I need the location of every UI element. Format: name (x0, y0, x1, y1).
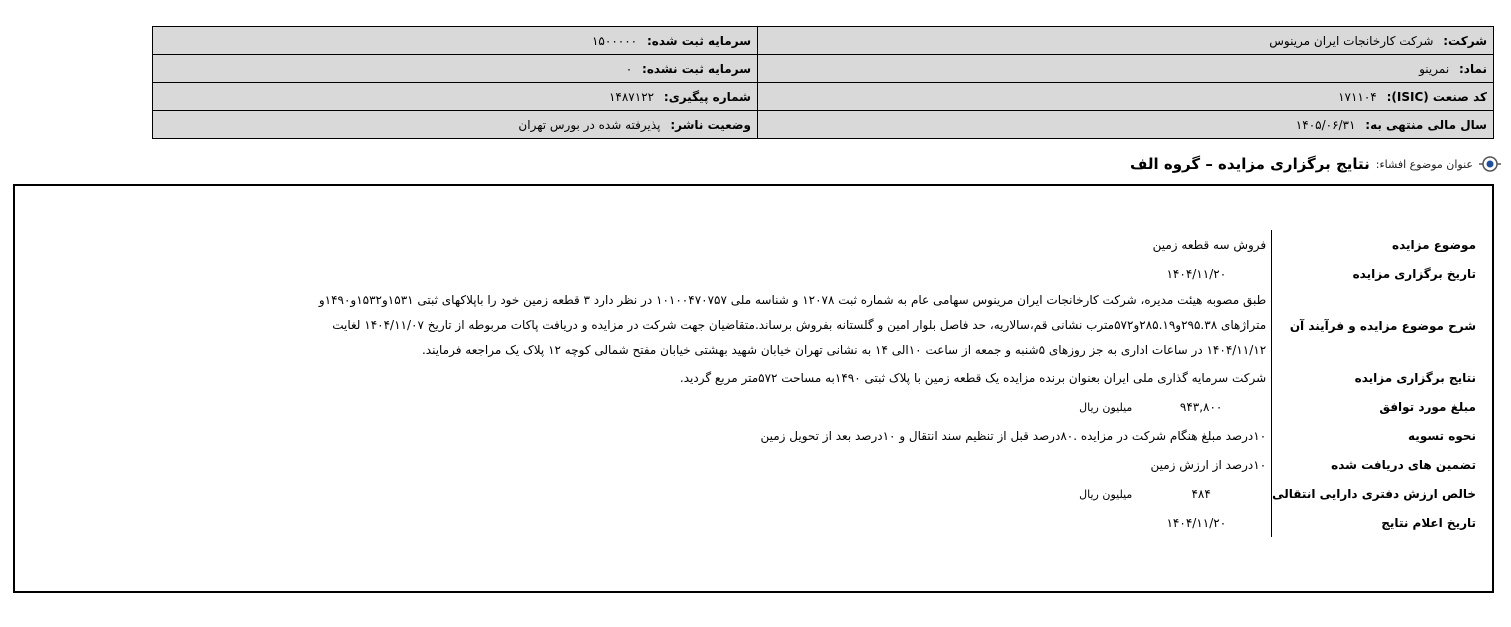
symbol-value: نمرینو (1419, 61, 1450, 76)
registered-capital-value: ۱۵۰۰۰۰۰ (591, 33, 638, 48)
header-row-1 (153, 27, 1494, 55)
isic-label: کد صنعت (ISIC): (1386, 89, 1487, 104)
fiscal-year-value: ۱۴۰۵/۰۶/۳۱ (1295, 117, 1356, 132)
description-line-1: طبق مصوبه هیئت مدیره، شرکت کارخانجات ایران مرینوس سهامی عام به شماره ثبت ۱۲۰۷۸ و شناسه ملی ۱۰۱۰۰۴۷۰۷۵۷ در نظر دارد ۳ قطعه زمین خود را باپلاکهای ثبتی ۱۵۳۱و۱۵۳۲و۱۴۹۰و (318, 293, 1267, 307)
topic-value: فروش سه قطعه زمین (1152, 237, 1267, 252)
settlement-value: ۱۰درصد مبلغ هنگام شرکت در مزایده .۸۰درصد قبل از تنظیم سند انتقال و ۱۰درصد بعد از تحویل زمین (760, 428, 1267, 443)
guarantee-label: تضمین های دریافت شده (1272, 450, 1478, 479)
detail-row-settlement (319, 421, 1478, 450)
announce-date-value: ۱۴۰۴/۱۱/۲۰ (1166, 515, 1227, 530)
detail-row-date (319, 259, 1478, 288)
auction-details-table (319, 230, 1478, 537)
subject-prefix: عنوان موضوع افشاء: (1375, 157, 1473, 171)
description-value (319, 288, 1272, 363)
detail-row-book-value (319, 479, 1478, 508)
header-row-2 (153, 55, 1494, 83)
guarantee-value: ۱۰درصد از ارزش زمین (1150, 457, 1267, 472)
symbol-label: نماد: (1458, 61, 1487, 76)
unregistered-capital-value: ۰ (625, 61, 633, 76)
topic-label: موضوع مزایده (1272, 230, 1478, 259)
detail-row-amount (319, 392, 1478, 421)
company-label: شرکت: (1443, 33, 1487, 48)
auction-date-value: ۱۴۰۴/۱۱/۲۰ (1166, 266, 1227, 281)
book-value-label: خالص ارزش دفتری دارایی انتقالی (1272, 479, 1478, 508)
registered-capital-label: سرمایه ثبت شده: (646, 33, 751, 48)
results-value: شرکت سرمایه گذاری ملی ایران بعنوان برنده مزایده یک قطعه زمین با پلاک ثبتی ۱۴۹۰به مساحت ۵۷۲متر مربع گردید. (679, 370, 1267, 385)
auction-date-label: تاریخ برگزاری مزایده (1272, 259, 1478, 288)
auction-details-panel (13, 184, 1494, 593)
disclosure-subject (1130, 152, 1501, 176)
agreed-amount-unit: میلیون ریال (1079, 400, 1133, 414)
company-cell (758, 27, 1494, 55)
isic-value: ۱۷۱۱۰۴ (1338, 89, 1377, 104)
detail-row-description (319, 288, 1478, 363)
fiscal-year-cell (758, 111, 1494, 139)
detail-row-guarantee (319, 450, 1478, 479)
book-value-value: ۴۸۴ (1191, 486, 1211, 501)
isic-cell (758, 83, 1494, 111)
description-label: شرح موضوع مزایده و فرآیند آن (1272, 288, 1478, 363)
book-value-unit: میلیون ریال (1079, 487, 1133, 501)
symbol-cell (758, 55, 1494, 83)
results-label: نتایج برگزاری مزایده (1272, 363, 1478, 392)
agreed-amount-value: ۹۴۳,۸۰۰ (1179, 399, 1223, 414)
unregistered-capital-label: سرمایه ثبت نشده: (642, 61, 751, 76)
publisher-status-value: پذیرفته شده در بورس تهران (518, 117, 661, 132)
detail-row-results (319, 363, 1478, 392)
fiscal-year-label: سال مالی منتهی به: (1365, 117, 1487, 132)
company-info-table (152, 26, 1494, 139)
header-row-4 (153, 111, 1494, 139)
detail-row-announce-date (319, 508, 1478, 537)
tracking-number-label: شماره پیگیری: (663, 89, 751, 104)
agreed-amount-label: مبلغ مورد توافق (1272, 392, 1478, 421)
registered-capital-cell (153, 27, 758, 55)
tracking-number-cell (153, 83, 758, 111)
description-line-2: متراژهای ۲۹۵.۳۸و۲۸۵.۱۹و۵۷۲مترب نشانی قم،سالاریه، حد فاصل بلوار امین و گلستانه بفروش برساند.متقاضیان جهت شرکت در مزایده و دریافت پاکات مربوطه از تاریخ ۱۴۰۴/۱۱/۰۷ لغایت (332, 318, 1267, 332)
settlement-label: نحوه تسویه (1272, 421, 1478, 450)
detail-row-topic (319, 230, 1478, 259)
target-bullet-icon (1479, 153, 1501, 175)
publisher-status-label: وضعیت ناشر: (670, 117, 751, 132)
header-row-3 (153, 83, 1494, 111)
announce-date-label: تاریخ اعلام نتایج (1272, 508, 1478, 537)
company-value: شرکت کارخانجات ایران مرینوس (1269, 33, 1434, 48)
tracking-number-value: ۱۴۸۷۱۲۲ (608, 89, 655, 104)
publisher-status-cell (153, 111, 758, 139)
unregistered-capital-cell (153, 55, 758, 83)
description-line-3: ۱۴۰۴/۱۱/۱۲ در ساعات اداری به جز روزهای ۵شنبه و جمعه از ساعت ۱۰الی ۱۴ به نشانی تهران خیابان شهید بهشتی خیابان مفتح شمالی کوچه ۱۲ پلاک یک مراجعه فرمایند. (421, 343, 1267, 357)
subject-title: نتایج برگزاری مزایده – گروه الف (1130, 155, 1370, 173)
